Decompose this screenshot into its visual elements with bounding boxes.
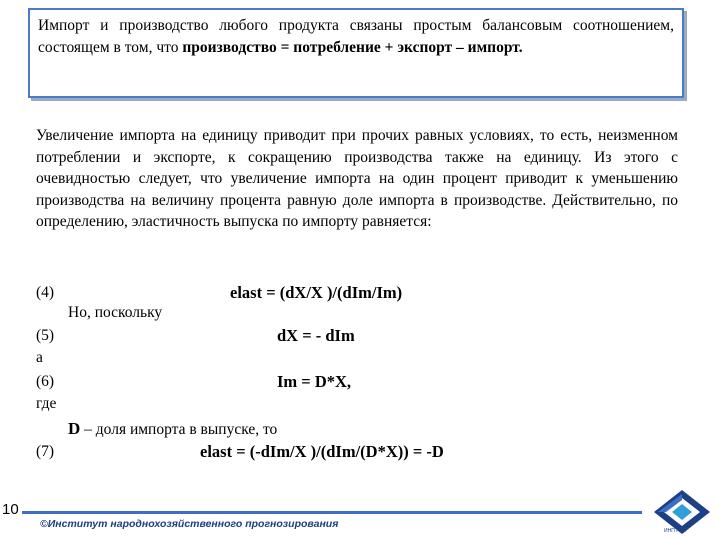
page-number: 10 (2, 501, 19, 518)
header-text: Импорт и производство любого продукта связаны простым балансовым соотношением, состоящем в том, что (38, 17, 674, 56)
equation-6: Im = D*X, (277, 372, 352, 391)
footer-institute: ©Институт народнохозяйственного прогнозирования (40, 518, 339, 530)
note-gde: где (36, 395, 57, 412)
header-bold-formula: производство = потребление + экспорт – импорт. (182, 38, 523, 56)
equation-5: dX = - dIm (277, 326, 355, 345)
footer-divider (22, 511, 642, 514)
note-no-poskolku: Но, поскольку (68, 304, 163, 321)
equation-7: elast = (-dIm/X )/(dIm/(D*X)) = -D (200, 442, 444, 461)
body-paragraph: Увеличение импорта на единицу приводит при прочих равных условиях, то есть, неизменном потреблении и экспорте, к сокращению производства также на единицу. Из этого с очевидностью следует, что увеличение импорта на один процент приводит к уменьшению производства на величину процента равную доле импорта в производстве. Действительно, по определению, эластичность выпуска по импорту равняется: (36, 127, 678, 230)
equation-label-4: (4) (36, 284, 55, 301)
equation-4: elast = (dX/X )/(dIm/Im) (230, 283, 403, 302)
equation-label-5: (5) (36, 327, 55, 344)
note-d-definition (68, 419, 277, 439)
note-a: а (36, 349, 43, 366)
header-definition-box (28, 8, 684, 98)
equation-label-7: (7) (36, 443, 55, 460)
d-symbol: D (68, 419, 81, 438)
d-definition-text: – доля импорта в выпуске, то (80, 421, 278, 438)
equation-label-6: (6) (36, 373, 55, 390)
logo-caption: ИНП РАН (664, 528, 687, 534)
